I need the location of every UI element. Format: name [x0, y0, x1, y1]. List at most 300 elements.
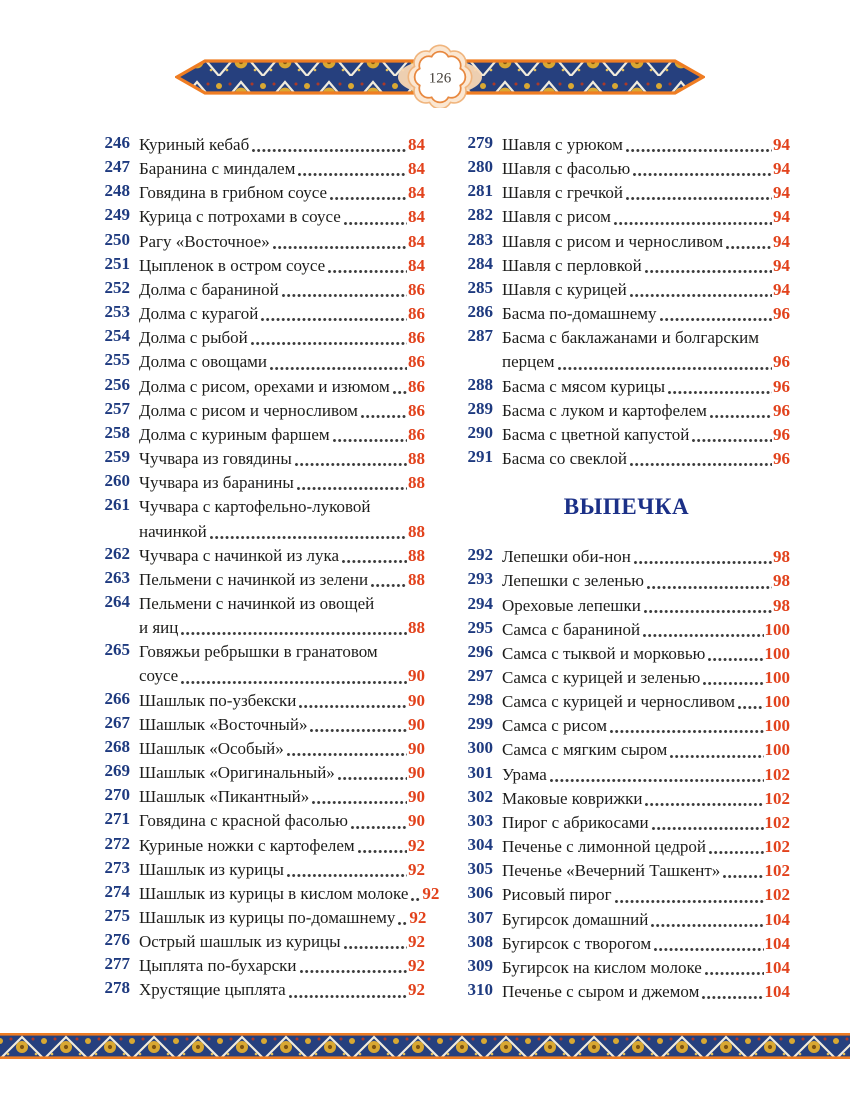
entry-title: Шашлык «Оригинальный»: [139, 763, 335, 783]
toc-entry: [463, 932, 790, 956]
entry-page-number: 90: [408, 787, 425, 807]
toc-entry: [463, 375, 790, 399]
toc-list-right-top: [463, 133, 790, 471]
dot-leader: [723, 873, 763, 880]
entry-page-number: 96: [773, 352, 790, 372]
entry-page-number: 104: [764, 982, 790, 1001]
entry-title: Рагу «Восточное»: [139, 231, 270, 251]
dot-leader: [261, 316, 407, 323]
entry-title: Шашлык «Восточный»: [139, 714, 308, 734]
entry-page-number: 102: [764, 885, 790, 905]
toc-entry-text: [502, 763, 790, 787]
toc-entry-line: [139, 205, 425, 229]
entry-title: Долма с куриным фаршем: [139, 424, 330, 444]
entry-page-number: 102: [764, 812, 790, 832]
entry-number: 274: [104, 881, 130, 901]
entry-number: 268: [104, 736, 130, 756]
entry-title: Шавля с перловкой: [502, 255, 642, 275]
entry-number: 295: [467, 617, 493, 637]
toc-entry: [463, 787, 790, 811]
page-number: 126: [428, 70, 452, 87]
entry-number: 289: [467, 398, 493, 418]
entry-title: Самса с мягким сыром: [502, 740, 668, 760]
entry-page-number: 102: [764, 861, 790, 881]
dot-leader: [660, 316, 772, 323]
toc-entry-text: [139, 350, 425, 374]
entry-number: 310: [467, 980, 493, 999]
toc-entry-text: [139, 181, 425, 205]
entry-title: Басма со свеклой: [502, 449, 627, 469]
toc-entry-line: [502, 618, 790, 642]
entry-number: 282: [467, 205, 493, 225]
toc-entry: [463, 594, 790, 618]
entry-page-number: 96: [773, 449, 790, 469]
toc-entry-line: [139, 423, 425, 447]
dot-leader: [710, 413, 772, 420]
toc-entry-line: [139, 326, 425, 350]
dot-leader: [705, 970, 764, 977]
entry-title: Урама: [502, 764, 547, 784]
dot-leader: [633, 171, 772, 178]
toc-entry-line: [502, 545, 790, 569]
dot-leader: [295, 461, 407, 468]
toc-entry-line: [139, 906, 425, 930]
toc-column-left: [100, 133, 440, 1004]
toc-entry-line: [139, 809, 425, 833]
entry-number: 286: [467, 302, 493, 322]
entry-page-number: 92: [409, 908, 427, 927]
toc-entry-text: [502, 956, 790, 980]
entry-number: 287: [467, 326, 493, 346]
entry-title: Долма с овощами: [139, 352, 267, 372]
entry-title: Самса с рисом: [502, 716, 608, 736]
entry-title: Шавля с курицей: [502, 279, 627, 299]
toc-entry-line: [502, 399, 790, 423]
dot-leader: [181, 679, 407, 686]
entry-title: Басма по-домашнему: [502, 304, 657, 324]
entry-title: Чучвара из баранины: [139, 473, 294, 493]
toc-entry-text: [502, 787, 790, 811]
toc-entry-line: [139, 375, 425, 399]
entry-number: 252: [104, 277, 130, 297]
entry-number: 293: [467, 569, 493, 589]
entry-page-number: 86: [408, 328, 425, 348]
entry-page-number: 88: [408, 545, 425, 565]
toc-entry-line: [139, 689, 425, 713]
dot-leader: [630, 292, 772, 299]
entry-title: начинкой: [139, 521, 207, 541]
dot-leader: [645, 268, 772, 275]
toc-list-left: [100, 133, 440, 1003]
entry-number: 258: [104, 422, 130, 442]
entry-page-number: 96: [773, 424, 790, 444]
toc-entry-line: [139, 157, 425, 181]
entry-page-number: 90: [408, 666, 425, 686]
toc-entry-text: [139, 471, 425, 495]
dot-leader: [251, 340, 407, 347]
entry-number: 246: [104, 133, 130, 152]
entry-title: Печенье с лимонной цедрой: [502, 837, 706, 857]
dot-leader: [550, 777, 764, 784]
entry-page-number: 104: [764, 957, 790, 977]
toc-entry-line: [139, 302, 425, 326]
entry-number: 277: [104, 954, 130, 974]
toc-entry: [100, 326, 425, 350]
entry-page-number: 102: [764, 788, 790, 808]
entry-number: 257: [104, 398, 130, 418]
toc-entry-text: [139, 954, 425, 978]
entry-page-number: 90: [408, 714, 425, 734]
toc-entry-text: [502, 908, 790, 932]
entry-page-number: 104: [764, 933, 790, 953]
entry-title: Говядина в грибном соусе: [139, 183, 328, 203]
entry-title: Бугирсок домашний: [502, 909, 649, 929]
toc-entry-line: [139, 471, 425, 495]
entry-page-number: 104: [764, 909, 790, 929]
entry-number: 262: [104, 543, 130, 563]
footer-ornament-band: [0, 1033, 850, 1059]
entry-number: 307: [467, 907, 493, 927]
toc-entry-text: [502, 835, 790, 859]
entry-title: Цыплята по-бухарски: [139, 956, 297, 976]
dot-leader: [558, 365, 772, 372]
toc-entry: [100, 157, 425, 181]
toc-entry-text: [139, 399, 425, 423]
toc-entry: [100, 375, 425, 399]
entry-title: Куриные ножки с картофелем: [139, 835, 355, 855]
entry-number: 308: [467, 931, 493, 951]
toc-entry-text: [139, 785, 425, 809]
dot-leader: [692, 437, 772, 444]
entry-title: Долма с рисом, орехами и изюмом: [139, 376, 390, 396]
toc-entry: [100, 495, 425, 543]
toc-entry: [100, 278, 425, 302]
toc-entry-line: [139, 930, 425, 954]
toc-entry-line: [139, 447, 425, 471]
toc-entry: [100, 568, 425, 592]
entry-page-number: 98: [773, 595, 790, 615]
entry-number: 263: [104, 567, 130, 587]
entry-title: Шашлык по-узбекски: [139, 690, 297, 710]
toc-entry-text: [139, 761, 425, 785]
toc-entry: [463, 980, 790, 1004]
dot-leader: [670, 753, 763, 760]
toc-entry-line: [502, 350, 790, 374]
toc-entry-text: [139, 205, 425, 229]
entry-number: 290: [467, 422, 493, 442]
dot-leader: [252, 147, 407, 154]
entry-title: Шашлык из курицы в кислом молоке: [139, 883, 409, 903]
entry-title: Шашлык «Пикантный»: [139, 787, 310, 807]
entry-number: 292: [467, 545, 493, 565]
entry-title: Самса с тыквой и морковью: [502, 643, 706, 663]
entry-page-number: 86: [408, 376, 425, 396]
toc-entry: [463, 326, 790, 374]
entry-number: 281: [467, 181, 493, 201]
entry-number: 247: [104, 157, 130, 177]
dot-leader: [626, 147, 772, 154]
toc-entry-text: [139, 809, 425, 833]
toc-entry-text: [502, 133, 790, 157]
toc-entry: [100, 447, 425, 471]
toc-entry: [463, 545, 790, 569]
toc-entry-text: [139, 375, 425, 399]
toc-entry-line: [502, 205, 790, 229]
entry-number: 304: [467, 835, 493, 855]
toc-entry-line: [502, 278, 790, 302]
dot-leader: [297, 485, 407, 492]
entry-page-number: 94: [773, 207, 790, 227]
dot-leader: [630, 461, 772, 468]
entry-page-number: 100: [764, 619, 790, 639]
toc-entry-line: [502, 594, 790, 618]
entry-page-number: 92: [422, 883, 440, 903]
toc-entry: [463, 569, 790, 593]
entry-title: Лепешки оби-нон: [502, 547, 631, 567]
entry-title: Маковые коврижки: [502, 788, 643, 808]
entry-title: Долма с курагой: [139, 304, 259, 324]
entry-page-number: 86: [408, 400, 425, 420]
toc-entry-line: [139, 737, 425, 761]
entry-title: Пельмени с начинкой из овощей: [139, 593, 375, 613]
entry-title: Шавля с гречкой: [502, 183, 623, 203]
entry-page-number: 94: [773, 255, 790, 275]
toc-entry-text: [139, 157, 425, 181]
entry-number: 249: [104, 205, 130, 225]
toc-entry-line: [502, 642, 790, 666]
dot-leader: [610, 728, 763, 735]
toc-entry: [100, 302, 425, 326]
toc-entry-text: [502, 569, 790, 593]
entry-number: 275: [104, 906, 130, 925]
entry-page-number: 84: [408, 255, 425, 275]
toc-entry-text: [502, 447, 790, 471]
dot-leader: [330, 195, 407, 202]
entry-number: 250: [104, 229, 130, 249]
entry-title: Шавля с рисом и черносливом: [502, 231, 724, 251]
entry-number: 296: [467, 641, 493, 661]
toc-entry-line: [502, 859, 790, 883]
toc-entry: [463, 763, 790, 787]
toc-entry-text: [139, 906, 425, 930]
toc-entry: [463, 447, 790, 471]
toc-entry-line: [139, 495, 425, 519]
entry-title: Куриный кебаб: [139, 135, 250, 154]
entry-title: Чучвара из говядины: [139, 449, 292, 469]
entry-number: 259: [104, 447, 130, 467]
dot-leader: [298, 171, 407, 178]
toc-entry: [100, 930, 425, 954]
toc-entry: [100, 592, 425, 640]
entry-number: 272: [104, 833, 130, 853]
toc-entry-line: [139, 568, 425, 592]
entry-number: 273: [104, 857, 130, 877]
toc-entry-text: [502, 714, 790, 738]
dot-leader: [351, 824, 407, 831]
entry-title: Пирог с абрикосами: [502, 812, 649, 832]
entry-title: и яиц: [139, 618, 179, 638]
toc-entry: [463, 956, 790, 980]
toc-entry: [463, 642, 790, 666]
toc-column-right: [463, 133, 790, 1004]
section-heading: ВЫПЕЧКА: [563, 494, 690, 520]
toc-entry-text: [139, 882, 440, 906]
dot-leader: [702, 994, 763, 1001]
dot-leader: [342, 558, 407, 565]
toc-entry-text: [139, 133, 425, 157]
toc-entry: [100, 954, 425, 978]
entry-page-number: 92: [408, 932, 425, 952]
toc-entry-line: [502, 666, 790, 690]
entry-number: 271: [104, 809, 130, 829]
toc-entry-text: [139, 713, 425, 737]
dot-leader: [626, 195, 772, 202]
entry-number: 298: [467, 690, 493, 710]
toc-entry-text: [139, 302, 425, 326]
toc-entry-line: [139, 616, 425, 640]
toc-entry-text: [139, 592, 425, 640]
toc-entry-text: [139, 858, 425, 882]
toc-entry-line: [139, 978, 425, 1002]
toc-entry-line: [139, 713, 425, 737]
entry-page-number: 94: [773, 183, 790, 203]
dot-leader: [644, 608, 772, 615]
entry-title: Печенье «Вечерний Ташкент»: [502, 861, 721, 881]
toc-entry-text: [502, 157, 790, 181]
toc-entry-line: [139, 640, 425, 664]
entry-title: Долма с рисом и черносливом: [139, 400, 358, 420]
entry-title: соусе: [139, 666, 179, 686]
entry-number: 270: [104, 785, 130, 805]
toc-entry-line: [502, 423, 790, 447]
entry-page-number: 84: [408, 183, 425, 203]
entry-title: Шавля с рисом: [502, 207, 611, 227]
toc-entry: [100, 809, 425, 833]
toc-entry-text: [139, 737, 425, 761]
entry-title: Шавля с урюком: [502, 135, 623, 154]
toc-entry: [463, 205, 790, 229]
toc-entry-line: [502, 980, 790, 1004]
toc-entry: [100, 713, 425, 737]
entry-page-number: 98: [773, 547, 790, 567]
dot-leader: [726, 244, 772, 251]
toc-entry-line: [139, 230, 425, 254]
entry-title: Бугирсок с творогом: [502, 933, 652, 953]
dot-leader: [312, 799, 407, 806]
entry-number: 248: [104, 181, 130, 201]
entry-number: 305: [467, 859, 493, 879]
entry-page-number: 86: [408, 304, 425, 324]
dot-leader: [289, 993, 407, 1000]
toc-entry: [100, 785, 425, 809]
dot-leader: [328, 268, 407, 275]
entry-page-number: 90: [408, 690, 425, 710]
entry-number: 264: [104, 591, 130, 611]
toc-entry-line: [139, 278, 425, 302]
entry-number: 251: [104, 253, 130, 273]
dot-leader: [344, 944, 407, 951]
entry-page-number: 94: [773, 231, 790, 251]
toc-entry-line: [502, 181, 790, 205]
entry-number: 309: [467, 955, 493, 975]
table-of-contents: [100, 133, 790, 1004]
toc-entry: [100, 254, 425, 278]
toc-entry: [463, 133, 790, 157]
toc-entry: [100, 858, 425, 882]
dot-leader: [651, 922, 763, 929]
toc-entry: [100, 834, 425, 858]
entry-title: Острый шашлык из курицы: [139, 932, 341, 952]
toc-entry: [100, 761, 425, 785]
toc-entry-line: [502, 956, 790, 980]
entry-page-number: 94: [773, 279, 790, 299]
toc-entry-line: [502, 932, 790, 956]
entry-title: Хрустящие цыплята: [139, 980, 286, 1000]
toc-entry-text: [502, 545, 790, 569]
toc-entry: [100, 133, 425, 157]
toc-entry-text: [502, 932, 790, 956]
entry-number: 276: [104, 930, 130, 950]
entry-page-number: 86: [408, 279, 425, 299]
toc-entry: [463, 423, 790, 447]
toc-entry-line: [502, 302, 790, 326]
dot-leader: [344, 220, 407, 227]
entry-page-number: 88: [408, 618, 425, 638]
toc-entry-text: [502, 399, 790, 423]
entry-page-number: 92: [408, 835, 425, 855]
toc-entry: [100, 689, 425, 713]
toc-entry-text: [139, 544, 425, 568]
entry-number: 300: [467, 738, 493, 758]
toc-entry: [463, 666, 790, 690]
dot-leader: [645, 801, 763, 808]
toc-entry-line: [139, 761, 425, 785]
dot-leader: [643, 632, 763, 639]
entry-title: Чучвара с начинкой из лука: [139, 545, 340, 565]
toc-entry-text: [139, 447, 425, 471]
toc-entry-text: [502, 594, 790, 618]
entry-page-number: 100: [764, 692, 790, 712]
toc-entry-text: [139, 930, 425, 954]
entry-title: перцем: [502, 352, 555, 372]
entry-number: 279: [467, 133, 493, 152]
toc-entry-line: [139, 350, 425, 374]
toc-entry-text: [502, 666, 790, 690]
entry-number: 254: [104, 326, 130, 346]
toc-entry: [100, 181, 425, 205]
toc-entry-text: [502, 690, 790, 714]
entry-page-number: 90: [408, 811, 425, 831]
dot-leader: [299, 703, 407, 710]
entry-number: 285: [467, 277, 493, 297]
dot-leader: [668, 389, 772, 396]
toc-entry: [100, 471, 425, 495]
header-ornament-band: [175, 44, 705, 108]
toc-entry: [463, 835, 790, 859]
entry-page-number: 100: [764, 740, 790, 760]
dot-leader: [647, 584, 772, 591]
toc-entry-line: [139, 544, 425, 568]
toc-entry-line: [139, 954, 425, 978]
toc-entry-line: [502, 811, 790, 835]
toc-entry-text: [502, 302, 790, 326]
toc-entry-line: [139, 834, 425, 858]
toc-entry-text: [502, 980, 790, 1004]
toc-entry: [463, 302, 790, 326]
entry-title: Говядина с красной фасолью: [139, 811, 349, 831]
entry-number: 265: [104, 640, 130, 660]
entry-title: Басма с цветной капустой: [502, 424, 690, 444]
